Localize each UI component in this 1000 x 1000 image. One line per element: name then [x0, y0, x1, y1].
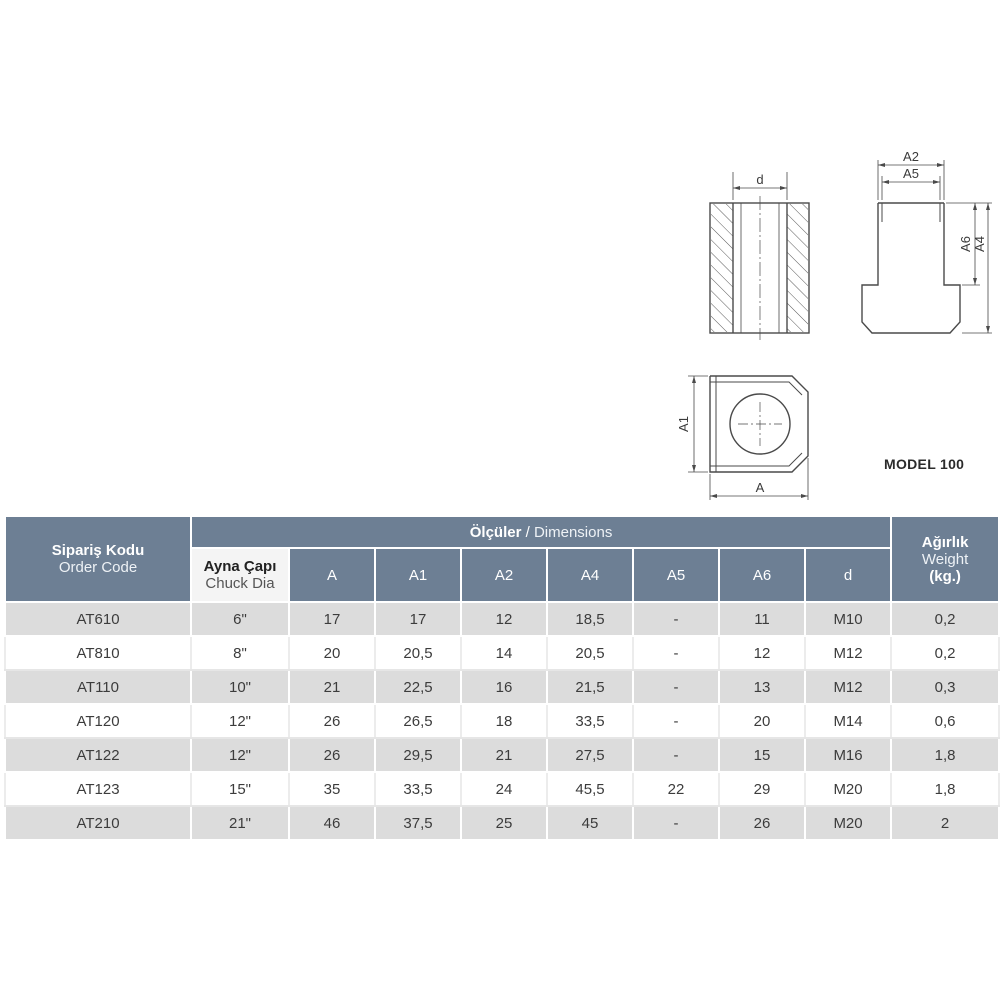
cell-chuck-dia: 15" [191, 772, 289, 806]
weight-header-en: Weight [921, 550, 969, 568]
cell-a2: 16 [461, 670, 547, 704]
cell-a4: 33,5 [547, 704, 633, 738]
cell-a2: 21 [461, 738, 547, 772]
dim-label-a2: A2 [903, 149, 919, 164]
cell-order-code: AT120 [5, 704, 191, 738]
cell-a5: - [633, 704, 719, 738]
cell-a2: 18 [461, 704, 547, 738]
cell-chuck-dia: 12" [191, 738, 289, 772]
cell-a: 26 [289, 738, 375, 772]
cell-weight: 1,8 [891, 738, 999, 772]
cell-a: 46 [289, 806, 375, 840]
cell-order-code: AT123 [5, 772, 191, 806]
cell-a6: 20 [719, 704, 805, 738]
table-row [5, 704, 999, 738]
chuck-dia-header-en: Chuck Dia [205, 575, 275, 592]
col-header-a2: A2 [461, 548, 547, 602]
dimensions-header [191, 516, 891, 548]
cell-a1: 17 [375, 602, 461, 636]
cell-a6: 12 [719, 636, 805, 670]
spec-table [4, 515, 1000, 841]
cell-a: 17 [289, 602, 375, 636]
cell-a5: - [633, 806, 719, 840]
cell-a5: - [633, 602, 719, 636]
dim-label-a5: A5 [903, 166, 919, 181]
dimensions-header-tr: Ölçüler [469, 523, 522, 541]
dim-label-a6: A6 [958, 236, 973, 252]
cell-a: 20 [289, 636, 375, 670]
table-row [5, 602, 999, 636]
cell-order-code: AT210 [5, 806, 191, 840]
cell-chuck-dia: 8" [191, 636, 289, 670]
spec-table-body [5, 602, 999, 840]
cell-a4: 45,5 [547, 772, 633, 806]
cell-chuck-dia: 10" [191, 670, 289, 704]
col-header-d: d [805, 548, 891, 602]
cell-a5: - [633, 670, 719, 704]
cell-a1: 26,5 [375, 704, 461, 738]
col-header-a4: A4 [547, 548, 633, 602]
cell-a6: 15 [719, 738, 805, 772]
cell-a2: 14 [461, 636, 547, 670]
chuck-dia-header-tr: Ayna Çapı [203, 558, 277, 575]
cell-a4: 18,5 [547, 602, 633, 636]
col-header-a6: A6 [719, 548, 805, 602]
weight-header [891, 516, 999, 602]
cell-d: M12 [805, 636, 891, 670]
cell-order-code: AT110 [5, 670, 191, 704]
cell-a: 21 [289, 670, 375, 704]
order-code-header-en: Order Code [58, 559, 138, 576]
table-row [5, 772, 999, 806]
table-row [5, 636, 999, 670]
cell-a1: 29,5 [375, 738, 461, 772]
col-header-a1: A1 [375, 548, 461, 602]
cell-weight: 0,3 [891, 670, 999, 704]
cell-a4: 27,5 [547, 738, 633, 772]
cell-d: M20 [805, 806, 891, 840]
cell-weight: 0,2 [891, 602, 999, 636]
cell-a5: - [633, 738, 719, 772]
cell-a5: 22 [633, 772, 719, 806]
dim-label-a4: A4 [972, 236, 987, 252]
table-row [5, 806, 999, 840]
cell-a: 35 [289, 772, 375, 806]
cell-weight: 0,6 [891, 704, 999, 738]
weight-header-unit: (kg.) [929, 567, 961, 585]
order-code-header [5, 516, 191, 602]
model-label: MODEL 100 [884, 456, 965, 472]
dimensions-header-en: Dimensions [533, 523, 613, 541]
cell-d: M14 [805, 704, 891, 738]
cell-a6: 13 [719, 670, 805, 704]
cell-order-code: AT610 [5, 602, 191, 636]
col-header-a5: A5 [633, 548, 719, 602]
cell-a6: 26 [719, 806, 805, 840]
dimensions-header-sep: / [521, 523, 534, 541]
cell-chuck-dia: 12" [191, 704, 289, 738]
table-row [5, 738, 999, 772]
cell-a1: 22,5 [375, 670, 461, 704]
dim-label-a1: A1 [676, 416, 691, 432]
cell-d: M10 [805, 602, 891, 636]
cell-a5: - [633, 636, 719, 670]
cell-a2: 24 [461, 772, 547, 806]
dim-label-a: A [755, 480, 765, 495]
chuck-dia-header [191, 548, 289, 602]
cell-a6: 29 [719, 772, 805, 806]
cell-chuck-dia: 21" [191, 806, 289, 840]
cell-weight: 2 [891, 806, 999, 840]
cell-a4: 21,5 [547, 670, 633, 704]
weight-header-tr: Ağırlık [921, 533, 969, 551]
cell-weight: 0,2 [891, 636, 999, 670]
cell-d: M12 [805, 670, 891, 704]
cell-order-code: AT810 [5, 636, 191, 670]
cell-chuck-dia: 6" [191, 602, 289, 636]
col-header-a: A [289, 548, 375, 602]
section-view [710, 172, 809, 340]
cell-a6: 11 [719, 602, 805, 636]
cell-order-code: AT122 [5, 738, 191, 772]
cell-a1: 37,5 [375, 806, 461, 840]
cell-a4: 20,5 [547, 636, 633, 670]
cell-a4: 45 [547, 806, 633, 840]
top-view [688, 376, 808, 500]
cell-weight: 1,8 [891, 772, 999, 806]
order-code-header-tr: Sipariş Kodu [51, 542, 145, 559]
cell-a2: 12 [461, 602, 547, 636]
cell-a1: 20,5 [375, 636, 461, 670]
cell-a: 26 [289, 704, 375, 738]
cell-d: M20 [805, 772, 891, 806]
table-row [5, 670, 999, 704]
cell-d: M16 [805, 738, 891, 772]
cell-a1: 33,5 [375, 772, 461, 806]
cell-a2: 25 [461, 806, 547, 840]
dim-label-d: d [756, 172, 764, 187]
